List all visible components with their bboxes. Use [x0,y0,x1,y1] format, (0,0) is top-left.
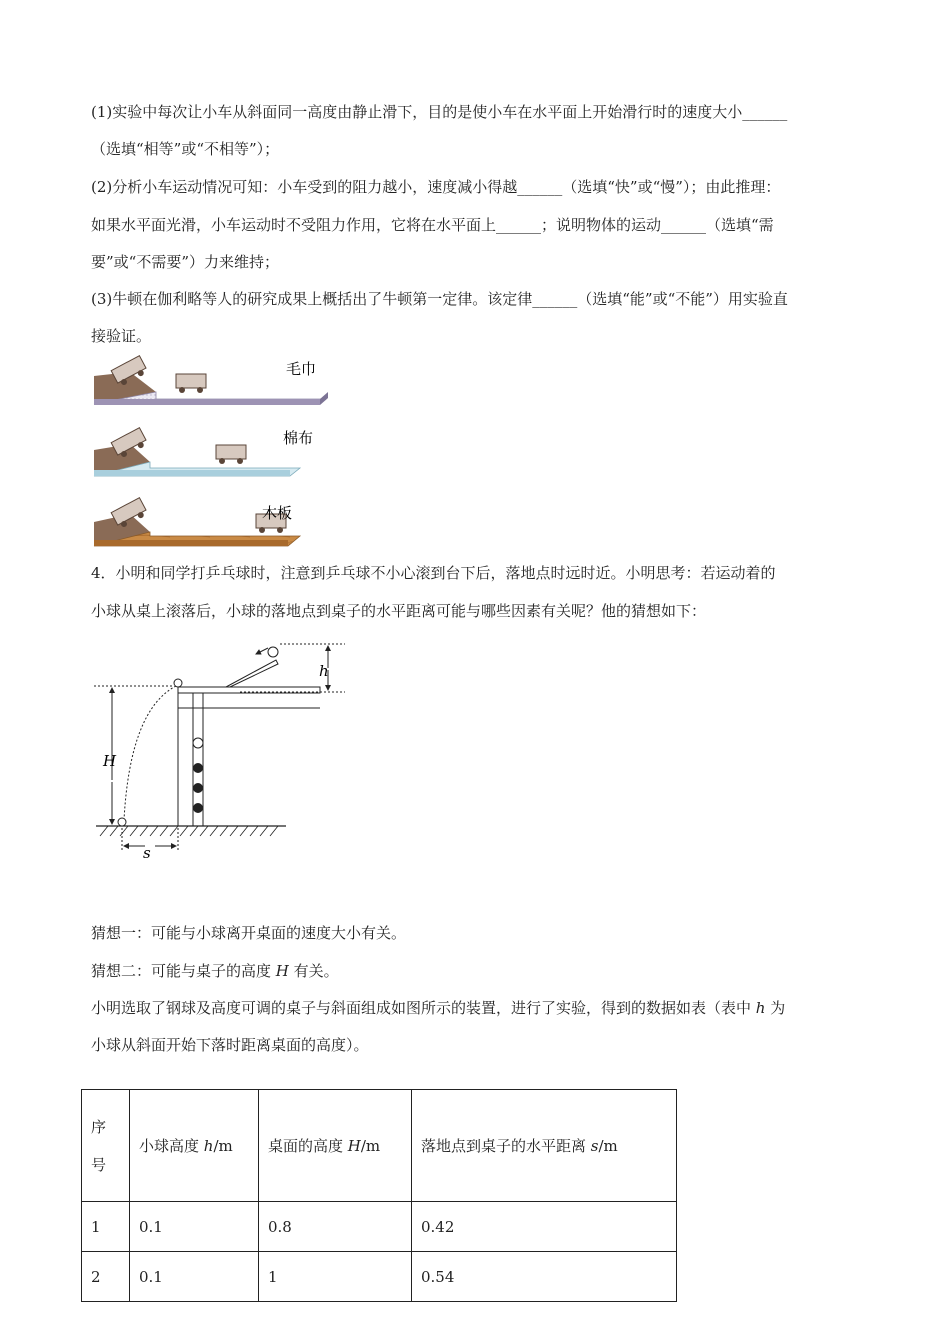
cell-s: 0.42 [412,1202,677,1252]
cell-h: 0.1 [130,1202,259,1252]
label-s: s [143,844,151,862]
header-table-height: 桌面的高度 H/m [259,1090,412,1202]
guess-two: 猜想二：可能与桌子的高度 H 有关。 [91,962,339,980]
wood-label: 木板 [262,504,293,522]
towel-label: 毛巾 [286,360,317,378]
cotton-surface-setup [94,428,300,476]
guess-one: 猜想一：可能与小球离开桌面的速度大小有关。 [91,924,407,942]
incline-cart-figure [90,354,330,554]
q3-part2-line2: 如果水平面光滑，小车运动时不受阻力作用，它将在水平面上______；说明物体的运动______（选填“需 [91,216,774,234]
table-header-row [82,1090,677,1202]
cell-h: 0.1 [130,1252,259,1302]
table-ball-figure [90,630,360,865]
cotton-label: 棉布 [283,429,314,447]
table-row [82,1252,677,1302]
q3-part2-line3: 要”或“不需要”）力来维持； [91,253,280,271]
cell-s: 0.54 [412,1252,677,1302]
cell-H: 0.8 [259,1202,412,1252]
method-line2: 小球从斜面开始下落时距离桌面的高度）。 [91,1036,369,1054]
q3-part3-line2: 接验证。 [91,327,152,345]
cell-index: 2 [82,1252,130,1302]
cell-index: 1 [82,1202,130,1252]
q4-intro-line1: 4．小明和同学打乒乓球时，注意到乒乓球不小心滚到台下后，落地点时远时近。小明思考：若运动着的 [91,564,776,582]
experiment-data-table [81,1089,677,1302]
label-H: H [103,752,117,770]
q4-intro-line2: 小球从桌上滚落后，小球的落地点到桌子的水平距离可能与哪些因素有关呢？他的猜想如下： [91,602,707,620]
q3-part1-line2: （选填“相等”或“不相等”）； [91,140,280,158]
q3-part3-line1: (3)牛顿在伽利略等人的研究成果上概括出了牛顿第一定律。该定律______（选填“能”或“不能”）用实验直 [91,290,788,308]
table-row [82,1202,677,1252]
header-ball-height: 小球高度 h/m [130,1090,259,1202]
header-index: 序 号 [82,1090,130,1202]
q3-part1-line1: (1)实验中每次让小车从斜面同一高度由静止滑下，目的是使小车在水平面上开始滑行时的速度大小______ [91,103,788,121]
method-line1: 小明选取了钢球及高度可调的桌子与斜面组成如图所示的装置，进行了实验，得到的数据如表（表中 h 为 [91,999,786,1017]
cell-H: 1 [259,1252,412,1302]
label-h: h [319,662,329,680]
header-distance: 落地点到桌子的水平距离 s/m [412,1090,677,1202]
q3-part2-line1: (2)分析小车运动情况可知：小车受到的阻力越小，速度减小得越______（选填“快”或“慢”）；由此推理： [91,178,781,196]
